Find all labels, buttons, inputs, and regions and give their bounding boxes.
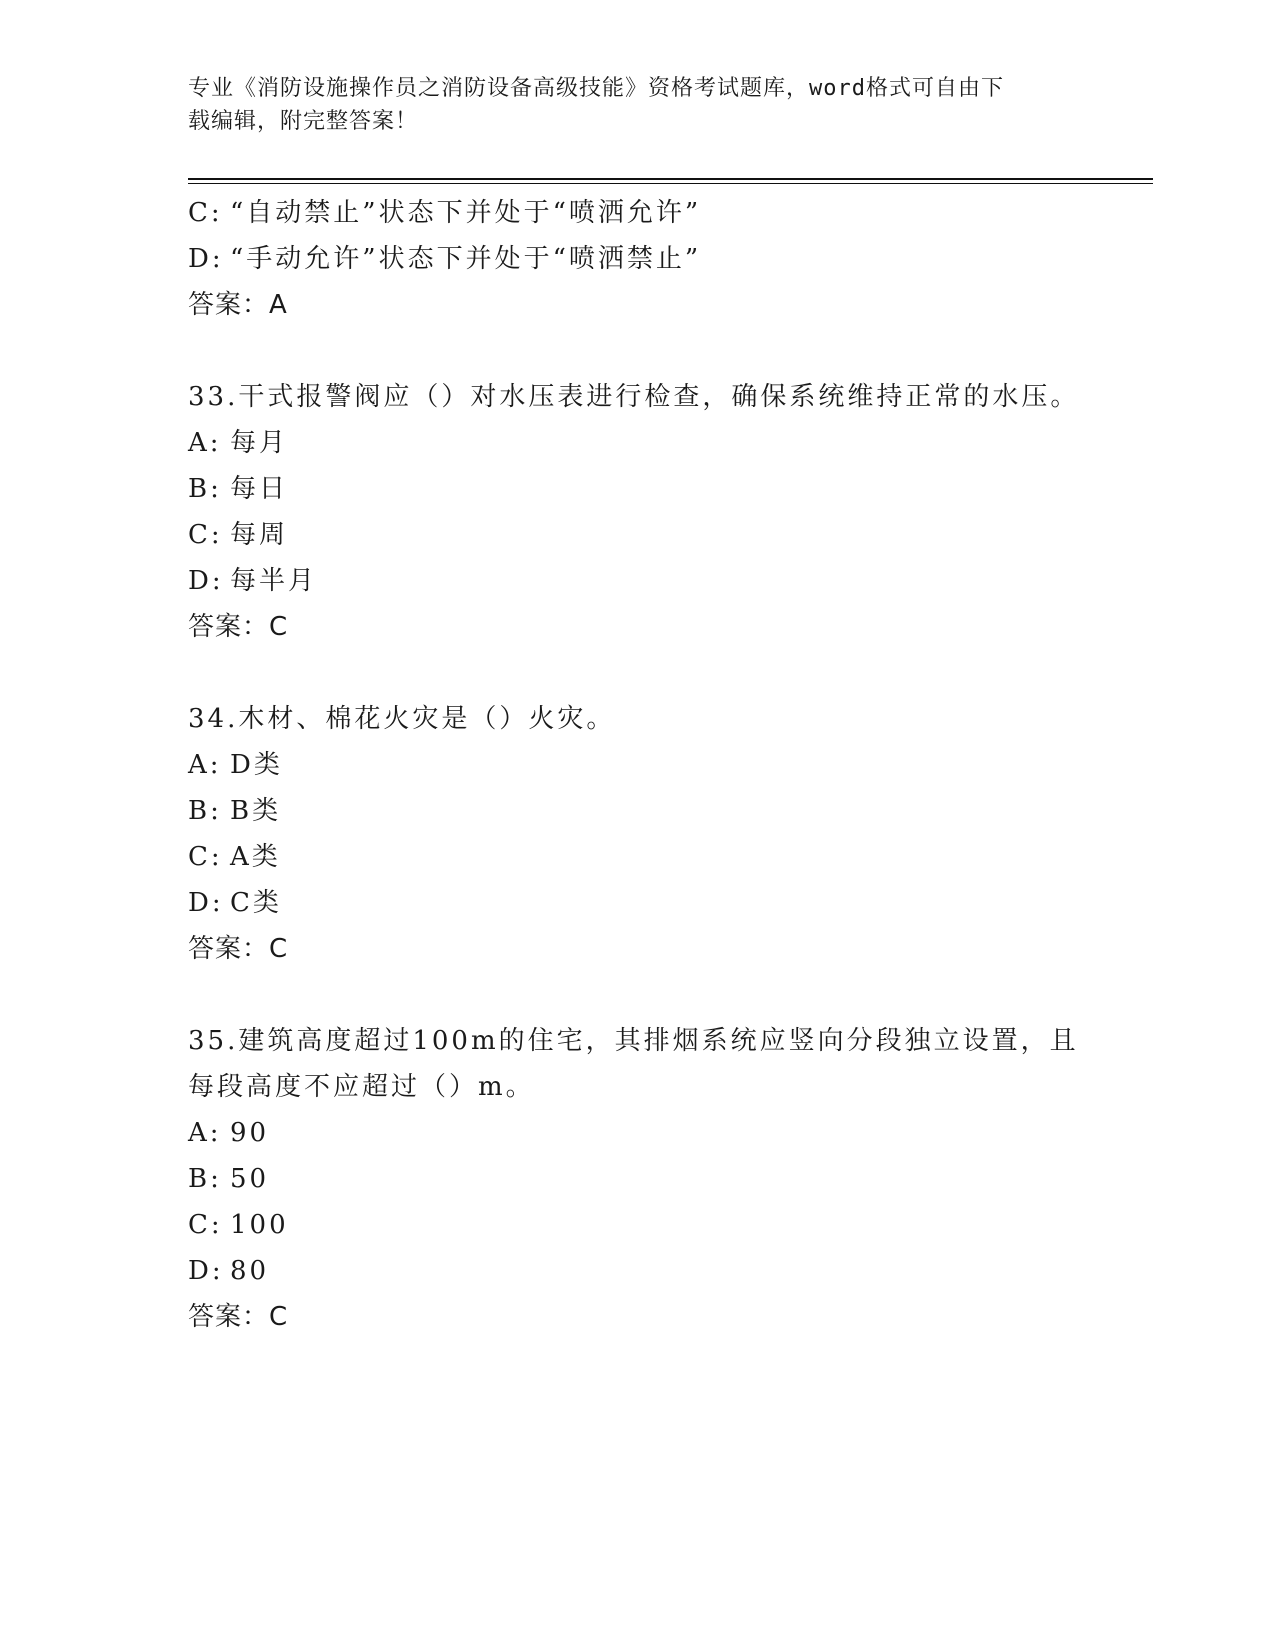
answer-line: 答案：C — [188, 1302, 289, 1332]
option-label: B: — [188, 1164, 222, 1194]
option-b — [188, 466, 1088, 512]
option-a — [188, 1110, 1088, 1156]
option-c — [188, 1202, 1088, 1248]
question-list — [188, 190, 1088, 1340]
document-header — [188, 72, 1068, 138]
question-34 — [188, 696, 1088, 972]
option-label: C: — [188, 1210, 223, 1240]
spacer — [188, 328, 1088, 374]
option-a — [188, 742, 1088, 788]
option-text: 50 — [230, 1164, 270, 1194]
option-text: D类 — [230, 750, 283, 780]
option-b — [188, 788, 1088, 834]
header-divider-thin — [188, 183, 1153, 184]
question-text-line-1: 35.建筑高度超过100m的住宅，其排烟系统应竖向分段独立设置，且 — [188, 1026, 1079, 1056]
answer-line: 答案：A — [188, 290, 288, 320]
option-a — [188, 420, 1088, 466]
question-32-tail — [188, 190, 1088, 328]
option-c — [188, 834, 1088, 880]
option-c — [188, 512, 1088, 558]
header-divider-thick — [188, 178, 1153, 180]
header-line-2: 载编辑，附完整答案！ — [188, 109, 419, 134]
option-label: D: — [188, 888, 224, 918]
question-35 — [188, 1018, 1088, 1340]
option-label: C: — [188, 198, 223, 228]
spacer — [188, 972, 1088, 1018]
option-text: “手动允许”状态下并处于“喷洒禁止” — [230, 244, 702, 274]
question-33 — [188, 374, 1088, 650]
question-text: 33.干式报警阀应（）对水压表进行检查，确保系统维持正常的水压。 — [188, 382, 1080, 412]
option-label: C: — [188, 842, 223, 872]
option-label: C: — [188, 520, 223, 550]
question-text: 34.木材、棉花火灾是（）火灾。 — [188, 704, 616, 734]
option-label: D: — [188, 1256, 224, 1286]
option-text: 每月 — [230, 428, 289, 458]
option-d — [188, 558, 1088, 604]
option-d — [188, 236, 1088, 282]
option-label: A: — [188, 428, 222, 458]
option-label: B: — [188, 796, 222, 826]
option-label: D: — [188, 566, 224, 596]
answer-line: 答案：C — [188, 934, 289, 964]
option-text: 每周 — [230, 520, 289, 550]
option-text: B类 — [230, 796, 282, 826]
option-label: B: — [188, 474, 222, 504]
option-d — [188, 1248, 1088, 1294]
option-d — [188, 880, 1088, 926]
option-text: 100 — [230, 1210, 289, 1240]
spacer — [188, 650, 1088, 696]
option-text: 80 — [230, 1256, 270, 1286]
option-text: C类 — [230, 888, 282, 918]
answer-line: 答案：C — [188, 612, 289, 642]
option-text: A类 — [230, 842, 281, 872]
option-label: A: — [188, 750, 222, 780]
option-b — [188, 1156, 1088, 1202]
option-c — [188, 190, 1088, 236]
question-text-line-2: 每段高度不应超过（）m。 — [188, 1072, 535, 1102]
option-text: 每日 — [230, 474, 289, 504]
header-line-1: 专业《消防设施操作员之消防设备高级技能》资格考试题库，word格式可自由下 — [188, 76, 1004, 101]
option-text: 每半月 — [230, 566, 318, 596]
option-label: D: — [188, 244, 224, 274]
option-text: “自动禁止”状态下并处于“喷洒允许” — [230, 198, 702, 228]
option-label: A: — [188, 1118, 222, 1148]
option-text: 90 — [230, 1118, 270, 1148]
